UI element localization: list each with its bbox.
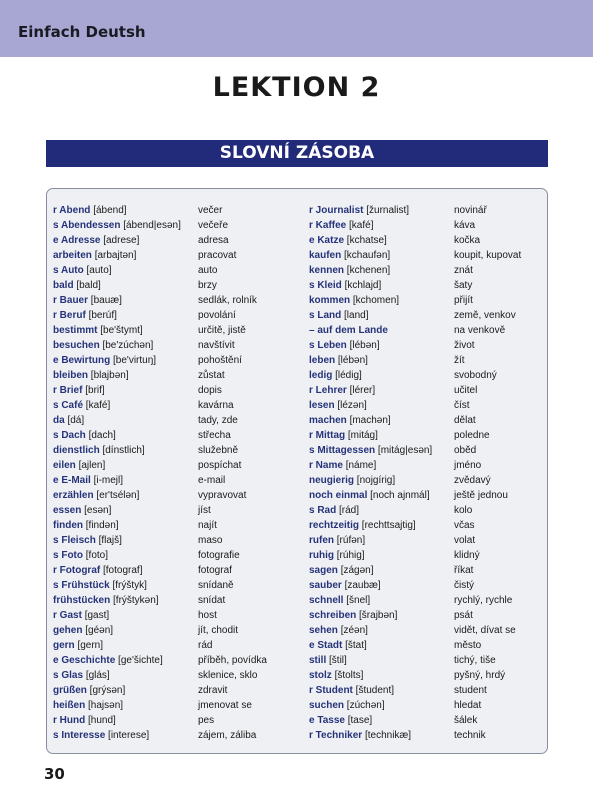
headword: kommen	[309, 295, 351, 306]
german-term	[309, 443, 432, 458]
german-term	[53, 338, 153, 353]
german-term	[53, 623, 113, 638]
german-term	[309, 413, 391, 428]
pronunciation: [šrajbən]	[359, 610, 398, 621]
german-term	[53, 383, 105, 398]
headword: ledig	[309, 370, 333, 381]
pronunciation: [kafé]	[349, 220, 374, 231]
headword: s Frühstück	[53, 580, 110, 591]
czech-translation: pes	[198, 715, 215, 726]
german-term	[53, 638, 103, 653]
german-term	[309, 473, 395, 488]
headword: s Café	[53, 400, 84, 411]
headword: s Kleid	[309, 280, 342, 291]
headword: r Gast	[53, 610, 82, 621]
czech-translation: snídat	[198, 595, 226, 606]
german-term	[53, 398, 110, 413]
pronunciation: [rechttsajtig]	[361, 520, 416, 531]
headword: erzählen	[53, 490, 94, 501]
pronunciation: [dínstlich]	[102, 445, 145, 456]
german-term	[53, 428, 116, 443]
czech-translation: určitě, jistě	[198, 325, 246, 336]
german-term	[309, 503, 359, 518]
pronunciation: [náme]	[345, 460, 377, 471]
pronunciation: [zúchən]	[346, 700, 385, 711]
headword: e Tasse	[309, 715, 345, 726]
pronunciation: [gast]	[84, 610, 110, 621]
czech-translation: zvědavý	[454, 475, 491, 486]
czech-translation: říkat	[454, 565, 474, 576]
headword: rechtzeitig	[309, 520, 360, 531]
czech-translation: vidět, dívat se	[454, 625, 516, 636]
headword: heißen	[53, 700, 86, 711]
czech-translation: pyšný, hrdý	[454, 670, 506, 681]
headword: s Rad	[309, 505, 337, 516]
headword: – auf dem Lande	[309, 325, 388, 336]
czech-translation: služebně	[198, 445, 239, 456]
czech-translation: auto	[198, 265, 218, 276]
german-term	[53, 413, 84, 428]
czech-translation: čistý	[454, 580, 474, 591]
german-term	[309, 683, 394, 698]
czech-translation: snídaně	[198, 580, 234, 591]
pronunciation: [kchlajd]	[344, 280, 382, 291]
pronunciation: [frýštykən]	[113, 595, 159, 606]
german-term	[53, 278, 101, 293]
pronunciation: [findən]	[85, 520, 119, 531]
pronunciation: [žurnalist]	[366, 205, 410, 216]
czech-translation: volat	[454, 535, 476, 546]
headword: s Glas	[53, 670, 84, 681]
german-term	[53, 293, 122, 308]
pronunciation: [flajš]	[98, 535, 122, 546]
headword: bestimmt	[53, 325, 98, 336]
headword: s Interesse	[53, 730, 106, 741]
german-term	[53, 488, 139, 503]
pronunciation: [berúf]	[88, 310, 117, 321]
german-term	[309, 323, 388, 338]
czech-translation: adresa	[198, 235, 229, 246]
headword: da	[53, 415, 65, 426]
german-term	[309, 263, 390, 278]
german-term	[309, 518, 416, 533]
czech-translation: zdravit	[198, 685, 228, 696]
czech-translation: rád	[198, 640, 213, 651]
german-term	[309, 308, 368, 323]
headword: s Auto	[53, 265, 84, 276]
pronunciation: [ge'šichte]	[118, 655, 163, 666]
german-term	[53, 668, 110, 683]
pronunciation: [gern]	[77, 640, 104, 651]
headword: besuchen	[53, 340, 100, 351]
pronunciation: [dá]	[67, 415, 85, 426]
czech-translation: žít	[454, 355, 465, 366]
german-term	[53, 548, 108, 563]
headword: stolz	[309, 670, 332, 681]
pronunciation: [ábend|esən]	[123, 220, 181, 231]
german-term	[309, 608, 397, 623]
pronunciation: [be'zúchən]	[102, 340, 154, 351]
pronunciation: [kchenen]	[346, 265, 391, 276]
czech-translation: dělat	[454, 415, 476, 426]
german-term	[309, 368, 362, 383]
german-term	[309, 563, 374, 578]
headword: r Mittag	[309, 430, 346, 441]
headword: essen	[53, 505, 82, 516]
czech-translation: novinář	[454, 205, 487, 216]
german-term	[309, 623, 368, 638]
headword: r Hund	[53, 715, 86, 726]
pronunciation: [hajsən]	[88, 700, 124, 711]
pronunciation: [interese]	[108, 730, 150, 741]
german-term	[309, 398, 367, 413]
pronunciation: [lébən]	[349, 340, 380, 351]
czech-translation: poledne	[454, 430, 490, 441]
pronunciation: [machən]	[349, 415, 391, 426]
czech-translation: pracovat	[198, 250, 237, 261]
book-title: Einfach Deutsh	[18, 23, 146, 41]
headword: s Fleisch	[53, 535, 96, 546]
pronunciation: [foto]	[85, 550, 109, 561]
german-term	[309, 713, 372, 728]
german-term	[53, 353, 156, 368]
headword: still	[309, 655, 327, 666]
headword: finden	[53, 520, 83, 531]
headword: rufen	[309, 535, 334, 546]
headword: r Techniker	[309, 730, 363, 741]
czech-translation: svobodný	[454, 370, 497, 381]
pronunciation: [štolts]	[334, 670, 364, 681]
czech-translation: fotografie	[198, 550, 240, 561]
headword: e Bewirtung	[53, 355, 111, 366]
german-term	[309, 728, 411, 743]
czech-translation: učitel	[454, 385, 478, 396]
german-term	[53, 233, 139, 248]
pronunciation: [rúfən]	[336, 535, 366, 546]
czech-translation: kavárna	[198, 400, 234, 411]
pronunciation: [ábend]	[93, 205, 127, 216]
lesson-title: LEKTION 2	[212, 72, 381, 103]
pronunciation: [tase]	[347, 715, 373, 726]
headword: r Name	[309, 460, 343, 471]
headword: lesen	[309, 400, 335, 411]
headword: s Mittagessen	[309, 445, 376, 456]
czech-translation: číst	[454, 400, 470, 411]
czech-translation: na venkově	[454, 325, 506, 336]
german-term	[53, 203, 127, 218]
czech-translation: ještě jednou	[454, 490, 508, 501]
pronunciation: [fotograf]	[103, 565, 143, 576]
german-term	[309, 458, 376, 473]
headword: machen	[309, 415, 347, 426]
pronunciation: [bauæ]	[90, 295, 122, 306]
german-term	[53, 458, 105, 473]
headword: s Foto	[53, 550, 83, 561]
czech-translation: jmenovat se	[198, 700, 252, 711]
czech-translation: zůstat	[198, 370, 225, 381]
german-term	[309, 293, 399, 308]
pronunciation: [land]	[344, 310, 369, 321]
pronunciation: [technikæ]	[364, 730, 412, 741]
german-term	[309, 248, 390, 263]
czech-translation: koupit, kupovat	[454, 250, 522, 261]
pronunciation: [mitág|esən]	[377, 445, 433, 456]
headword: arbeiten	[53, 250, 92, 261]
pronunciation: [zaubæ]	[344, 580, 381, 591]
headword: r Student	[309, 685, 353, 696]
headword: dienstlich	[53, 445, 100, 456]
czech-translation: pospíchat	[198, 460, 242, 471]
czech-translation: fotograf	[198, 565, 232, 576]
headword: e Geschichte	[53, 655, 116, 666]
german-term	[309, 338, 380, 353]
headword: schreiben	[309, 610, 357, 621]
pronunciation: [ajlen]	[78, 460, 106, 471]
pronunciation: [lébən]	[337, 355, 368, 366]
german-term	[53, 473, 123, 488]
pronunciation: [lérer]	[349, 385, 376, 396]
headword: sehen	[309, 625, 338, 636]
headword: e Stadt	[309, 640, 343, 651]
headword: r Bauer	[53, 295, 89, 306]
czech-translation: jít, chodit	[198, 625, 239, 636]
german-term	[309, 383, 375, 398]
czech-translation: kočka	[454, 235, 481, 246]
german-term	[309, 218, 374, 233]
german-term	[53, 698, 123, 713]
german-term	[309, 428, 378, 443]
pronunciation: [rúhig]	[336, 550, 365, 561]
pronunciation: [blajbən]	[90, 370, 129, 381]
czech-translation: povolání	[198, 310, 236, 321]
czech-translation: najít	[198, 520, 217, 531]
german-term	[309, 548, 365, 563]
czech-translation: káva	[454, 220, 476, 231]
pronunciation: [šnel]	[346, 595, 371, 606]
czech-translation: rychlý, rychle	[454, 595, 513, 606]
czech-translation: tady, zde	[198, 415, 238, 426]
headword: gern	[53, 640, 75, 651]
pronunciation: [nojgírig]	[356, 475, 396, 486]
czech-translation: host	[198, 610, 217, 621]
headword: s Dach	[53, 430, 86, 441]
headword: kennen	[309, 265, 345, 276]
german-term	[53, 443, 145, 458]
german-term	[309, 533, 365, 548]
czech-translation: e-mail	[198, 475, 226, 486]
german-term	[53, 608, 109, 623]
czech-translation: klidný	[454, 550, 480, 561]
pronunciation: [zéən]	[340, 625, 368, 636]
headword: gehen	[53, 625, 83, 636]
vocabulary-box	[46, 188, 548, 754]
pronunciation: [brif]	[85, 385, 105, 396]
german-term	[53, 503, 111, 518]
headword: e Katze	[309, 235, 345, 246]
czech-translation: včas	[454, 520, 475, 531]
pronunciation: [rád]	[339, 505, 360, 516]
headword: noch einmal	[309, 490, 368, 501]
german-term	[309, 653, 347, 668]
headword: kaufen	[309, 250, 342, 261]
headword: r Kaffee	[309, 220, 347, 231]
pronunciation: [bald]	[76, 280, 101, 291]
pronunciation: [adrese]	[103, 235, 140, 246]
headword: r Journalist	[309, 205, 364, 216]
german-term	[309, 488, 430, 503]
headword: grüßen	[53, 685, 87, 696]
pronunciation: [hund]	[88, 715, 116, 726]
headword: e Adresse	[53, 235, 101, 246]
czech-translation: život	[454, 340, 475, 351]
pronunciation: [auto]	[86, 265, 112, 276]
german-term	[53, 713, 116, 728]
pronunciation: [kchomen]	[352, 295, 400, 306]
czech-translation: pohoštění	[198, 355, 242, 366]
czech-translation: navštívit	[198, 340, 235, 351]
pronunciation: [študent]	[355, 685, 395, 696]
pronunciation: [lédig]	[335, 370, 362, 381]
headword: bald	[53, 280, 74, 291]
pronunciation: [štil]	[329, 655, 347, 666]
headword: s Leben	[309, 340, 347, 351]
pronunciation: [kchaufən]	[344, 250, 391, 261]
czech-translation: zájem, záliba	[198, 730, 257, 741]
czech-translation: kolo	[454, 505, 473, 516]
pronunciation: [mitág]	[347, 430, 378, 441]
headword: r Abend	[53, 205, 91, 216]
pronunciation: [dach]	[88, 430, 116, 441]
czech-translation: vypravovat	[198, 490, 247, 501]
czech-translation: večeře	[198, 220, 229, 231]
german-term	[53, 728, 149, 743]
czech-translation: sklenice, sklo	[198, 670, 258, 681]
german-term	[309, 203, 409, 218]
german-term	[53, 263, 112, 278]
czech-translation: sedlák, rolník	[198, 295, 257, 306]
czech-translation: země, venkov	[454, 310, 516, 321]
german-term	[53, 248, 136, 263]
headword: r Beruf	[53, 310, 86, 321]
pronunciation: [lézən]	[337, 400, 367, 411]
czech-translation: střecha	[198, 430, 231, 441]
headword: ruhig	[309, 550, 334, 561]
german-term	[309, 233, 387, 248]
czech-translation: technik	[454, 730, 486, 741]
german-term	[53, 593, 159, 608]
headword: sauber	[309, 580, 342, 591]
german-term	[53, 563, 142, 578]
headword: r Fotograf	[53, 565, 101, 576]
headword: s Abendessen	[53, 220, 121, 231]
headword: frühstücken	[53, 595, 111, 606]
headword: r Lehrer	[309, 385, 347, 396]
headword: r Brief	[53, 385, 83, 396]
headword: leben	[309, 355, 336, 366]
pronunciation: [i-mejl]	[93, 475, 124, 486]
headword: neugierig	[309, 475, 355, 486]
german-term	[53, 533, 122, 548]
german-term	[53, 653, 163, 668]
czech-translation: šálek	[454, 715, 478, 726]
pronunciation: [frýštyk]	[112, 580, 147, 591]
pronunciation: [kafé]	[85, 400, 111, 411]
czech-translation: psát	[454, 610, 473, 621]
german-term	[53, 323, 143, 338]
german-term	[309, 668, 363, 683]
czech-translation: přijít	[454, 295, 473, 306]
german-term	[309, 578, 381, 593]
german-term	[309, 638, 367, 653]
pronunciation: [glás]	[85, 670, 110, 681]
headword: eilen	[53, 460, 76, 471]
czech-translation: hledat	[454, 700, 482, 711]
czech-translation: brzy	[198, 280, 217, 291]
pronunciation: [géən]	[85, 625, 114, 636]
german-term	[53, 218, 181, 233]
headword: suchen	[309, 700, 345, 711]
czech-translation: jméno	[454, 460, 482, 471]
german-term	[53, 518, 119, 533]
czech-translation: student	[454, 685, 487, 696]
section-header: SLOVNÍ ZÁSOBA	[46, 140, 548, 167]
german-term	[309, 353, 368, 368]
german-term	[53, 308, 117, 323]
czech-translation: jíst	[198, 505, 211, 516]
czech-translation: maso	[198, 535, 223, 546]
pronunciation: [be'štymt]	[100, 325, 143, 336]
headword: schnell	[309, 595, 344, 606]
german-term	[53, 683, 125, 698]
page-number: 30	[44, 765, 65, 783]
pronunciation: [be'virtuŋ]	[113, 355, 157, 366]
czech-translation: večer	[198, 205, 223, 216]
czech-translation: dopis	[198, 385, 222, 396]
czech-translation: znát	[454, 265, 473, 276]
headword: e E-Mail	[53, 475, 91, 486]
pronunciation: [arbajtən]	[94, 250, 137, 261]
headword: sagen	[309, 565, 338, 576]
german-term	[309, 278, 381, 293]
headword: s Land	[309, 310, 342, 321]
czech-translation: příběh, povídka	[198, 655, 267, 666]
headword: bleiben	[53, 370, 89, 381]
pronunciation: [zágən]	[340, 565, 374, 576]
german-term	[53, 578, 147, 593]
pronunciation: [grýsən]	[89, 685, 126, 696]
czech-translation: město	[454, 640, 482, 651]
german-term	[53, 368, 129, 383]
pronunciation: [esən]	[84, 505, 112, 516]
pronunciation: [kchatse]	[346, 235, 387, 246]
german-term	[309, 593, 370, 608]
czech-translation: oběd	[454, 445, 477, 456]
pronunciation: [noch ajnmál]	[370, 490, 430, 501]
czech-translation: šaty	[454, 280, 473, 291]
german-term	[309, 698, 385, 713]
pronunciation: [štat]	[345, 640, 367, 651]
pronunciation: [er'tsélən]	[96, 490, 140, 501]
czech-translation: tichý, tiše	[454, 655, 496, 666]
